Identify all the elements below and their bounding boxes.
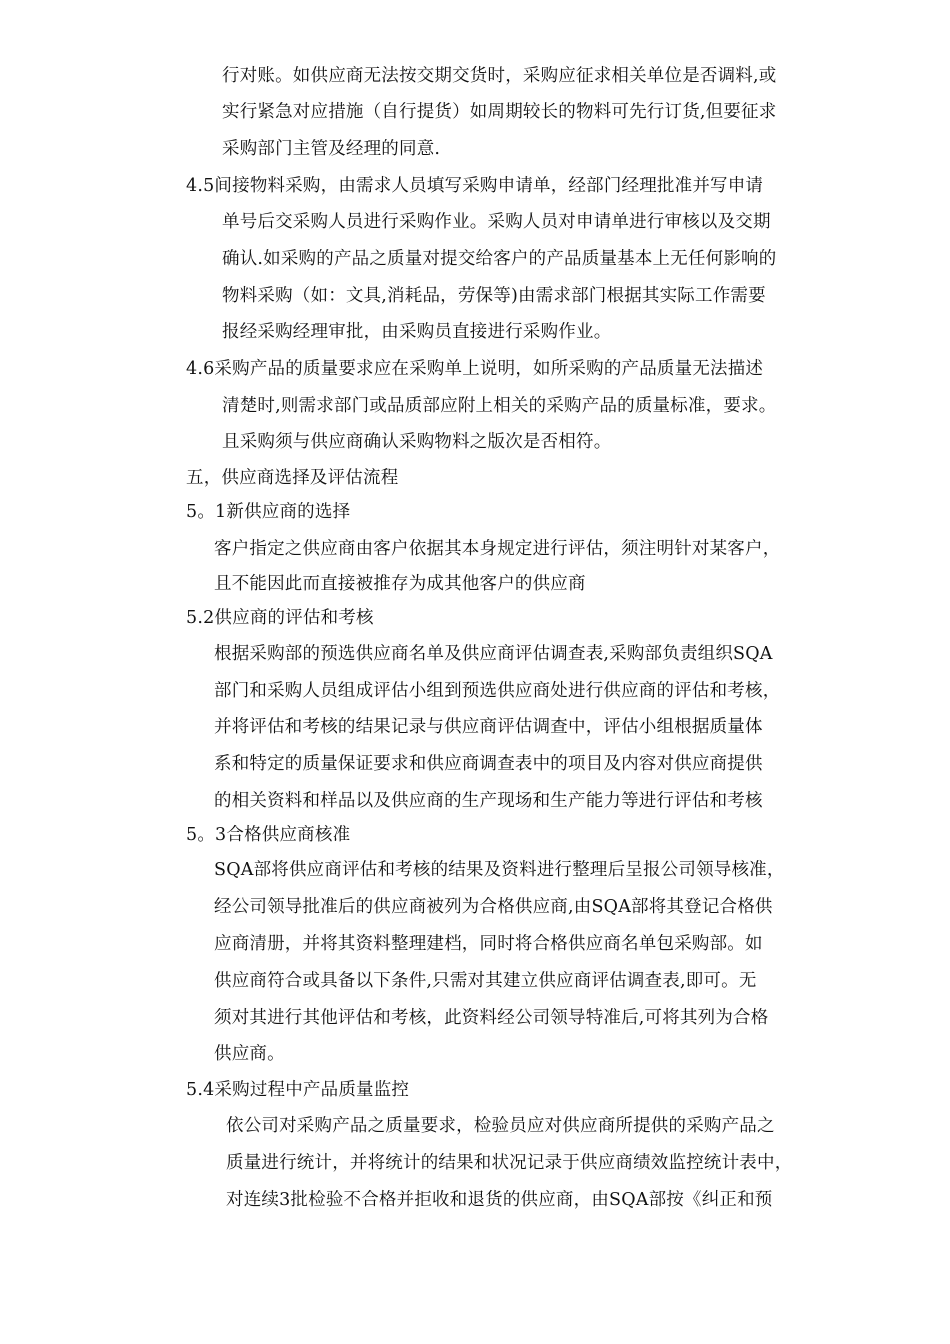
text-line: 系和特定的质量保证要求和供应商调查表中的项目及内容对供应商提供 xyxy=(214,754,763,774)
text-line: 供应商。 xyxy=(214,1044,285,1064)
text-line: 部门和采购人员组成评估小组到预选供应商处进行供应商的评估和考核， xyxy=(214,681,781,701)
text-line: 应商清册，并将其资料整理建档，同时将合格供应商名单包采购部。如 xyxy=(214,934,763,954)
section-heading-5-1: 5。1新供应商的选择 xyxy=(186,502,351,522)
chapter-heading-5: 五，供应商选择及评估流程 xyxy=(186,468,399,488)
text-line: 供应商符合或具备以下条件,只需对其建立供应商评估调查表,即可。无 xyxy=(214,971,757,991)
text-line: 清楚时,则需求部门或品质部应附上相关的采购产品的质量标准，要求。 xyxy=(222,396,777,416)
text-line: 确认.如采购的产品之质量对提交给客户的产品质量基本上无任何影响的 xyxy=(222,249,777,269)
text-line: 且不能因此而直接被推存为成其他客户的供应商 xyxy=(214,574,586,594)
section-heading-4-5: 4.5间接物料采购，由需求人员填写采购申请单，经部门经理批准并写申请 xyxy=(186,176,764,196)
text-line: 根据采购部的预选供应商名单及供应商评估调查表,采购部负责组织SQA xyxy=(214,644,773,664)
text-line: 实行紧急对应措施（自行提货）如周期较长的物料可先行订货,但要征求 xyxy=(222,102,777,122)
text-line: 对连续3批检验不合格并拒收和退货的供应商，由SQA部按《纠正和预 xyxy=(226,1190,773,1210)
text-line: 报经采购经理审批，由采购员直接进行采购作业。 xyxy=(222,322,612,342)
text-line: 单号后交采购人员进行采购作业。采购人员对申请单进行审核以及交期 xyxy=(222,212,771,232)
text-line: 依公司对采购产品之质量要求，检验员应对供应商所提供的采购产品之 xyxy=(226,1116,775,1136)
text-line: 的相关资料和样品以及供应商的生产现场和生产能力等进行评估和考核 xyxy=(214,791,763,811)
text-line: 且采购须与供应商确认采购物料之版次是否相符。 xyxy=(222,432,612,452)
text-line: 质量进行统计，并将统计的结果和状况记录于供应商绩效监控统计表中， xyxy=(226,1153,793,1173)
section-heading-4-6: 4.6采购产品的质量要求应在采购单上说明，如所采购的产品质量无法描述 xyxy=(186,359,764,379)
section-heading-5-4: 5.4采购过程中产品质量监控 xyxy=(186,1080,410,1100)
text-line: 须对其进行其他评估和考核，此资料经公司领导特准后,可将其列为合格 xyxy=(214,1008,769,1028)
text-line: 并将评估和考核的结果记录与供应商评估调查中，评估小组根据质量体 xyxy=(214,717,763,737)
text-line: SQA部将供应商评估和考核的结果及资料进行整理后呈报公司领导核准， xyxy=(214,860,785,880)
text-line: 物料采购（如：文具,消耗品，劳保等)由需求部门根据其实际工作需要 xyxy=(222,286,766,306)
section-heading-5-2: 5.2供应商的评估和考核 xyxy=(186,608,374,628)
text-line: 采购部门主管及经理的同意. xyxy=(222,139,441,159)
section-heading-5-3: 5。3合格供应商核准 xyxy=(186,825,351,845)
text-line: 行对账。如供应商无法按交期交货时，采购应征求相关单位是否调料,或 xyxy=(222,66,777,86)
text-line: 客户指定之供应商由客户依据其本身规定进行评估，须注明针对某客户， xyxy=(214,539,781,559)
text-line: 经公司领导批准后的供应商被列为合格供应商,由SQA部将其登记合格供 xyxy=(214,897,773,917)
